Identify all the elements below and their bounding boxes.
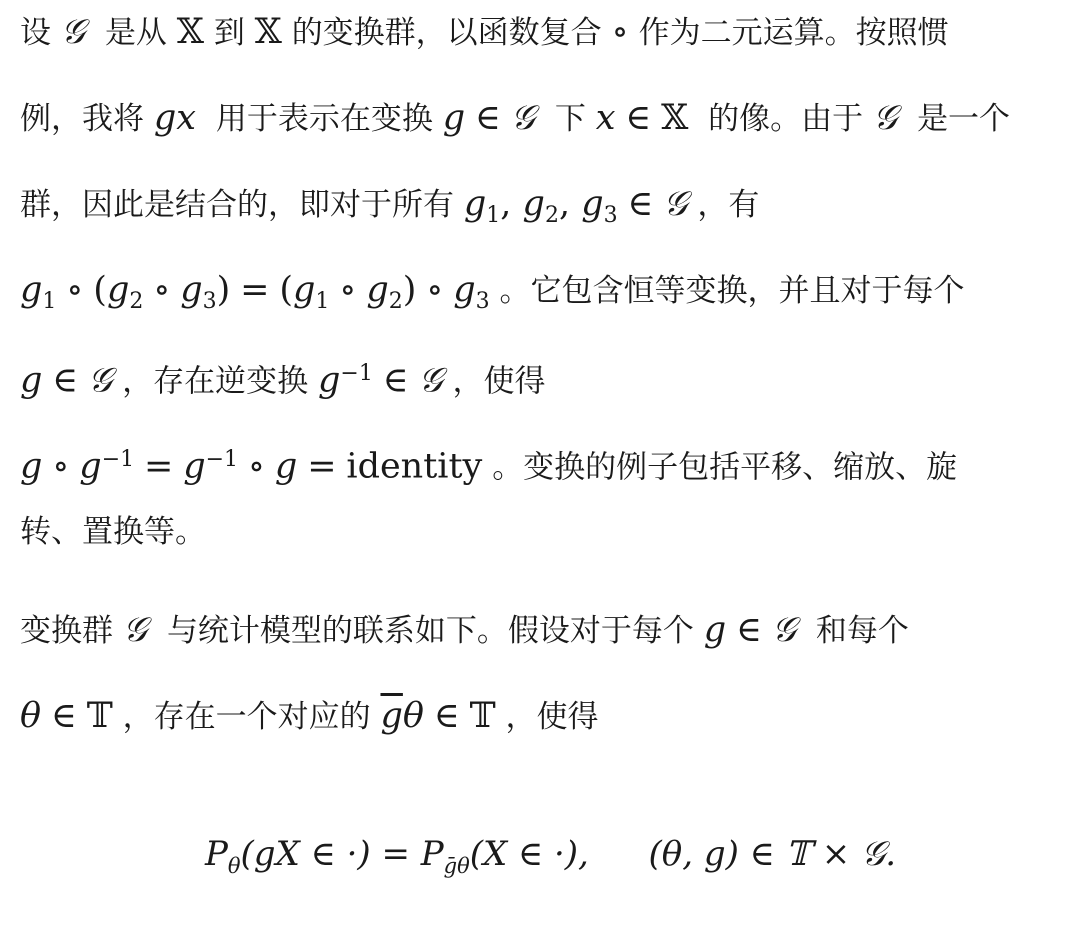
paragraph-1-line-2 [20,98,1010,139]
math-in: ∈ [475,98,501,138]
math-g: g [183,446,206,487]
math-gx: gx [153,98,197,138]
text-span: 是从 [104,15,167,51]
display-equation [205,832,896,888]
math-equals: = [240,270,270,310]
math-g: g [79,446,102,487]
math-subscript: ḡθ [443,853,470,878]
math-superscript: −1 [340,361,373,386]
math-in: ∈ [433,696,460,736]
paragraph-2-line-2 [20,696,599,737]
text-span: 的像。由于 [708,101,864,137]
math-script-G: 𝒢 [60,12,86,52]
math-g: g [463,184,487,224]
math-subscript: 1 [42,289,57,315]
math-g: g [20,446,43,487]
math-subscript: 1 [315,289,330,315]
math-script-G: 𝒢 [88,360,113,401]
math-g: g [453,270,476,310]
math-subscript: θ [227,853,241,878]
text-span: ，使得 [452,363,546,400]
math-blackboard-X: 𝕏 [254,12,282,52]
math-script-G: 𝒢 [510,98,535,138]
math-subscript: 3 [475,289,490,315]
math-script-G: 𝒢 [418,360,443,401]
math-g: g [293,270,316,310]
paragraph-1-line-6 [20,440,957,487]
math-in: ∈ [52,360,79,401]
math-compose: ∘ [66,270,84,310]
math-subscript: 3 [603,203,618,229]
math-subscript: 2 [388,289,403,315]
math-in: ∈ [50,696,77,736]
text-span: 例，我将 [20,101,144,137]
math-superscript: −1 [205,447,239,472]
math-compose: ∘ [339,270,357,310]
math-paren: ( [93,270,107,310]
math-paren: ) [402,270,417,310]
text-span: 用于表示在变换 [215,101,433,137]
math-paren: ( [279,270,294,310]
math-g: g [581,184,604,224]
math-g: g [20,270,43,310]
math-script-G: 𝒢 [663,184,688,224]
math-in: ∈ [625,98,652,138]
text-span: 作为二元运算。按照惯 [638,15,949,51]
math-g: g [317,360,341,401]
math-g: g [703,610,727,650]
math-blackboard-X: 𝕏 [661,98,689,138]
text-span: 变换群 [20,613,113,649]
math-comma: , [558,184,582,224]
text-span: 到 [213,15,245,51]
text-span: 下 [554,101,586,137]
math-compose: ∘ [247,446,266,487]
text-span: 的变换群，以函数复合 [291,15,602,51]
math-g: g [180,270,203,310]
text-span: ，存在逆变换 [122,363,309,400]
math-subscript: 2 [544,203,559,229]
math-comma: , [500,184,523,224]
paragraph-1-line-7 [20,512,206,552]
math-compose: ∘ [426,270,444,310]
math-g: g [522,184,545,224]
math-identity: identity [346,446,483,487]
equation-domain: (θ, g) ∈ 𝕋 × 𝒢. [648,834,897,874]
paragraph-1-line-4 [20,270,965,322]
math-equals: = [144,446,174,487]
text-span: 。它包含恒等变换，并且对于每个 [499,273,965,309]
math-P: P [205,834,228,874]
math-in: ∈ [382,360,409,401]
math-in: ∈ [627,184,654,224]
paragraph-1-line-5 [20,354,546,401]
math-subscript: 2 [129,289,144,315]
math-script-G: 𝒢 [771,610,797,650]
text-span: 群，因此是结合的，即对于所有 [20,187,454,223]
math-P: P [420,834,444,874]
math-blackboard-T: 𝕋 [469,696,496,736]
text-span: 转、置换等。 [20,514,206,550]
math-gbar: $\overline{g}$ [380,696,403,736]
math-subscript: 3 [202,289,217,315]
math-subscript: 1 [486,203,501,229]
equation-rhs: (X ∈ ·), [469,834,589,874]
math-paren: ) [216,270,231,310]
text-span: 和每个 [815,613,909,649]
text-span: 。变换的例子包括平移、缩放、旋 [492,449,958,486]
math-superscript: −1 [101,447,135,472]
equation-lhs: (gX ∈ ·) = [240,834,421,874]
math-g: g [274,446,298,487]
text-span: 与统计模型的联系如下。假设对于每个 [166,613,694,649]
math-theta: θ [402,696,424,736]
paragraph-1-line-3 [20,184,759,236]
math-blackboard-X: 𝕏 [176,12,204,52]
math-equals: = [307,446,337,487]
math-blackboard-T: 𝕋 [86,696,113,736]
math-g: g [366,270,389,310]
text-span: 设 [20,15,51,51]
math-g: g [442,98,466,138]
text-span: ，有 [697,187,760,223]
math-x: x [595,98,616,138]
math-g: g [20,360,43,401]
text-span: ，使得 [505,699,599,735]
math-in: ∈ [736,610,762,650]
text-span: 是一个 [917,101,1011,137]
math-compose: ∘ [611,12,629,52]
math-script-G: 𝒢 [872,98,898,138]
paragraph-1-line-1 [20,12,949,53]
math-g: g [106,270,130,310]
paragraph-2-line-1 [20,610,909,651]
math-theta: θ [20,696,42,736]
math-compose: ∘ [153,270,171,310]
math-script-G: 𝒢 [122,610,148,650]
text-span: ，存在一个对应的 [122,699,371,735]
math-compose: ∘ [52,446,70,487]
